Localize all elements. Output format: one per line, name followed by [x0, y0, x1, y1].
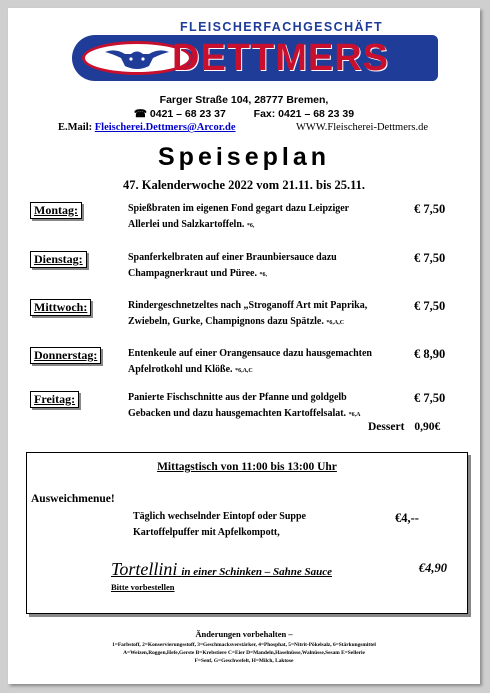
dessert-line: [368, 421, 440, 433]
additives-legend: 1=Farbstoff, 2=Konservierungsstoff, 3=Geschmacksverstärker, 4=Phosphat, 5=Nitrit-Pökelsalz, 6=Stärkungsmittel: [112, 642, 376, 648]
dish-text: Apfelrotkohl und Klöße.: [128, 364, 233, 375]
dish-thursday: [128, 346, 418, 379]
dish-text: Zwiebeln, Gurke, Champignons dazu Spätzle.: [128, 316, 324, 327]
price-tuesday: € 7,50: [414, 251, 446, 265]
dish-text: Gebacken und dazu hausgemachten Kartoffelsalat.: [128, 408, 347, 419]
dessert-label: Dessert: [368, 421, 405, 433]
day-label-tuesday: Dienstag:: [30, 251, 87, 268]
dish-line: [128, 362, 418, 379]
price-monday: € 7,50: [414, 202, 446, 216]
allergen-codes: *6,: [259, 272, 267, 278]
menu-page: [8, 8, 480, 684]
logo: [72, 20, 438, 90]
day-label-monday: Montag:: [30, 202, 82, 219]
dessert-price: 0,90€: [414, 421, 441, 433]
dish-line: Spanferkelbraten auf einer Braunbiersauce dazu: [128, 252, 337, 263]
website-url: WWW.Fleischerei-Dettmers.de: [296, 122, 428, 133]
dish-line: [128, 266, 418, 283]
dish-line: Spießbraten im eigenen Fond gegart dazu Leipziger: [128, 203, 350, 214]
email-line: [58, 122, 236, 133]
logo-band: [72, 35, 438, 81]
dish-friday: [128, 390, 418, 423]
day-label-wednesday: Mittwoch:: [30, 299, 91, 316]
dish-text: Allerlei und Salzkartoffeln.: [128, 219, 245, 230]
dish-line: Entenkeule auf einer Orangensauce dazu hausgemachten: [128, 348, 372, 359]
dish-line: Rindergeschnetzeltes nach „Stroganoff Art mit Paprika,: [128, 300, 368, 311]
allergens-legend-2: F=Senf, G=Geschwefelt, H=Milch, Laktose: [194, 658, 294, 664]
allergen-codes: *6,A: [348, 412, 361, 418]
page-title: Speiseplan: [158, 143, 330, 171]
tortellini-line: [111, 559, 447, 580]
potato-pancake-line: Kartoffelpuffer mit Apfelkompott,: [133, 527, 280, 538]
dish-wednesday: [128, 298, 418, 331]
preorder-note: Bitte vorbestellen: [111, 582, 175, 592]
allergen-codes: *6,: [246, 223, 255, 229]
dish-monday: [128, 201, 418, 234]
price-thursday: € 8,90: [414, 347, 446, 361]
tortellini-price: €4,90: [418, 561, 447, 575]
dish-tuesday: [128, 250, 418, 283]
day-label-friday: Freitag:: [30, 391, 79, 408]
soup-line: Täglich wechselnder Eintopf oder Suppe: [133, 511, 306, 522]
address-street: Farger Straße 104, 28777 Bremen,: [159, 94, 329, 106]
allergen-codes: *6,A,C: [235, 368, 253, 374]
alternative-menu-heading: Ausweichmenue!: [31, 493, 115, 505]
dish-line: [128, 314, 418, 331]
phone-number: ☎ 0421 – 68 23 37: [133, 108, 226, 120]
tortellini-name: Tortellini: [111, 559, 178, 579]
lunch-box-title: Mittagstisch von 11:00 bis 13:00 Uhr: [157, 461, 337, 473]
allergen-codes: *6,A,C: [326, 320, 345, 326]
logo-name: DETTMERS: [172, 37, 389, 79]
week-subtitle: 47. Kalenderwoche 2022 vom 21.11. bis 25.11.: [122, 178, 366, 192]
fax-number: Fax: 0421 – 68 23 39: [253, 108, 355, 120]
dish-text: Champagnerkraut und Püree.: [128, 268, 257, 279]
price-friday: € 7,50: [414, 391, 446, 405]
alternative-menu-price: €4,--: [395, 511, 419, 525]
allergens-legend: A=Weizen,Roggen,Hefe,Gerste B=Krebstiere C=Eier D=Mandeln,Haselnüsse,Walnüsse,Sesam E=Sellerie: [123, 650, 365, 656]
logo-subtitle: FLEISCHERFACHGESCHÄFT: [180, 20, 384, 34]
phone-fax-line: [8, 108, 480, 121]
lunch-box: [26, 452, 468, 614]
email-link[interactable]: Fleischerei.Dettmers@Arcor.de: [94, 122, 236, 133]
dish-line: Panierte Fischschnitte aus der Pfanne und goldgelb: [128, 392, 347, 403]
tortellini-description: in einer Schinken – Sahne Sauce: [181, 566, 333, 578]
changes-note: Änderungen vorbehalten –: [195, 629, 293, 639]
day-label-thursday: Donnerstag:: [30, 347, 101, 364]
dish-line: [128, 217, 418, 234]
price-wednesday: € 7,50: [414, 299, 446, 313]
email-label: E.Mail:: [58, 122, 93, 133]
